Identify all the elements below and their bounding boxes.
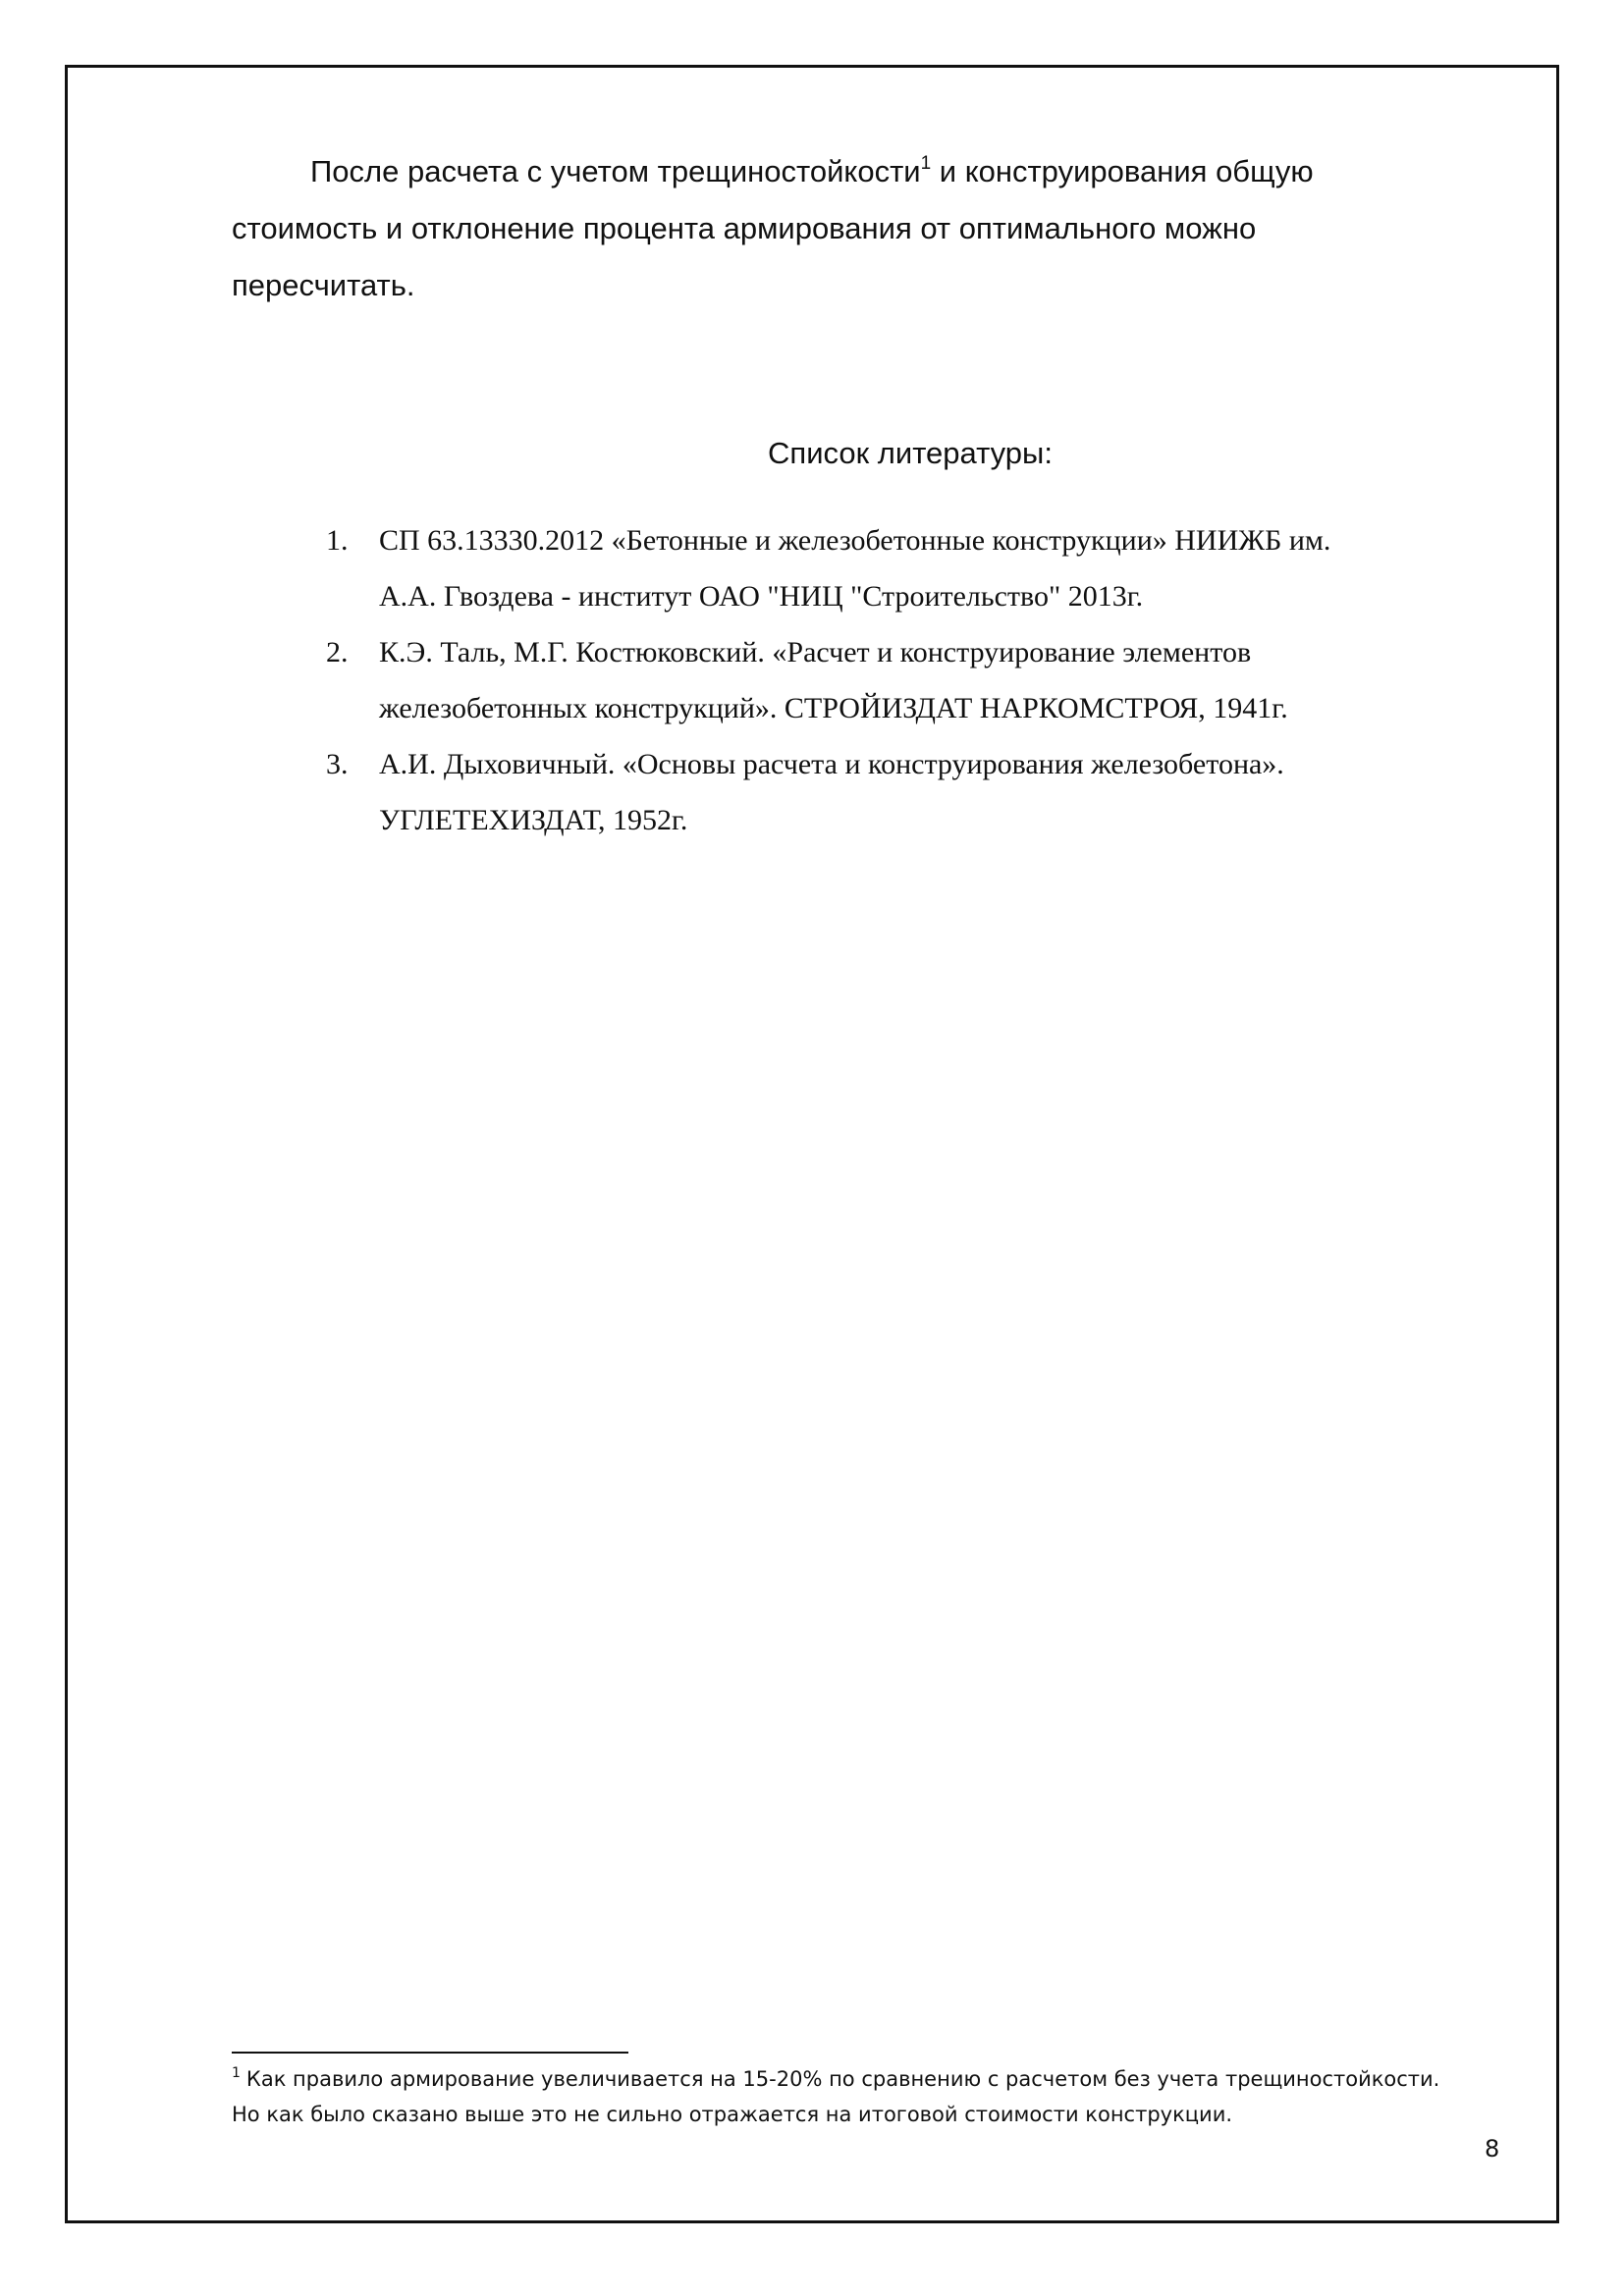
references-list	[326, 512, 1504, 848]
reference-line: К.Э. Таль, М.Г. Костюковский. «Расчет и конструирование элементов	[379, 636, 1252, 668]
page-number: 8	[1485, 2135, 1500, 2163]
references-heading: Список литературы:	[768, 436, 1053, 470]
reference-item	[326, 624, 1504, 736]
reference-line: А.И. Дыховичный. «Основы расчета и конструирования железобетона».	[379, 748, 1284, 780]
footnote-line-1	[232, 2061, 1547, 2097]
footnote-reference: 1	[920, 153, 932, 174]
footnote	[232, 2061, 1547, 2132]
reference-line: СП 63.13330.2012 «Бетонные и железобетонные конструкции» НИИЖБ им.	[379, 524, 1331, 557]
paragraph-line-2: стоимость и отклонение процента армирования от оптимального можно	[232, 211, 1257, 245]
paragraph-line-3: пересчитать.	[232, 268, 415, 302]
reference-number: 2.	[326, 636, 349, 668]
paragraph-text: После расчета с учетом трещиностойкости	[310, 154, 921, 188]
reference-line: железобетонных конструкций». СТРОЙИЗДАТ НАРКОМСТРОЯ, 1941г.	[379, 692, 1288, 724]
footnote-marker: 1	[232, 2065, 241, 2081]
footnote-text: Как правило армирование увеличивается на 15-20% по сравнению с расчетом без учета трещиностойкости.	[245, 2067, 1440, 2091]
reference-line: УГЛЕТЕХИЗДАТ, 1952г.	[379, 804, 688, 836]
reference-number: 1.	[326, 524, 349, 557]
paragraph-line-1	[232, 143, 1459, 200]
reference-item	[326, 512, 1504, 624]
footnote-separator	[232, 2052, 628, 2054]
reference-line: А.А. Гвоздева - институт ОАО "НИЦ "Строительство" 2013г.	[379, 580, 1144, 613]
page-border	[65, 65, 1559, 2223]
body-paragraph	[232, 143, 1459, 314]
footnote-line-2: Но как было сказано выше это не сильно отражается на итоговой стоимости конструкции.	[232, 2103, 1233, 2126]
reference-item	[326, 736, 1504, 848]
reference-number: 3.	[326, 748, 349, 780]
paragraph-text: и конструирования общую	[931, 154, 1314, 188]
